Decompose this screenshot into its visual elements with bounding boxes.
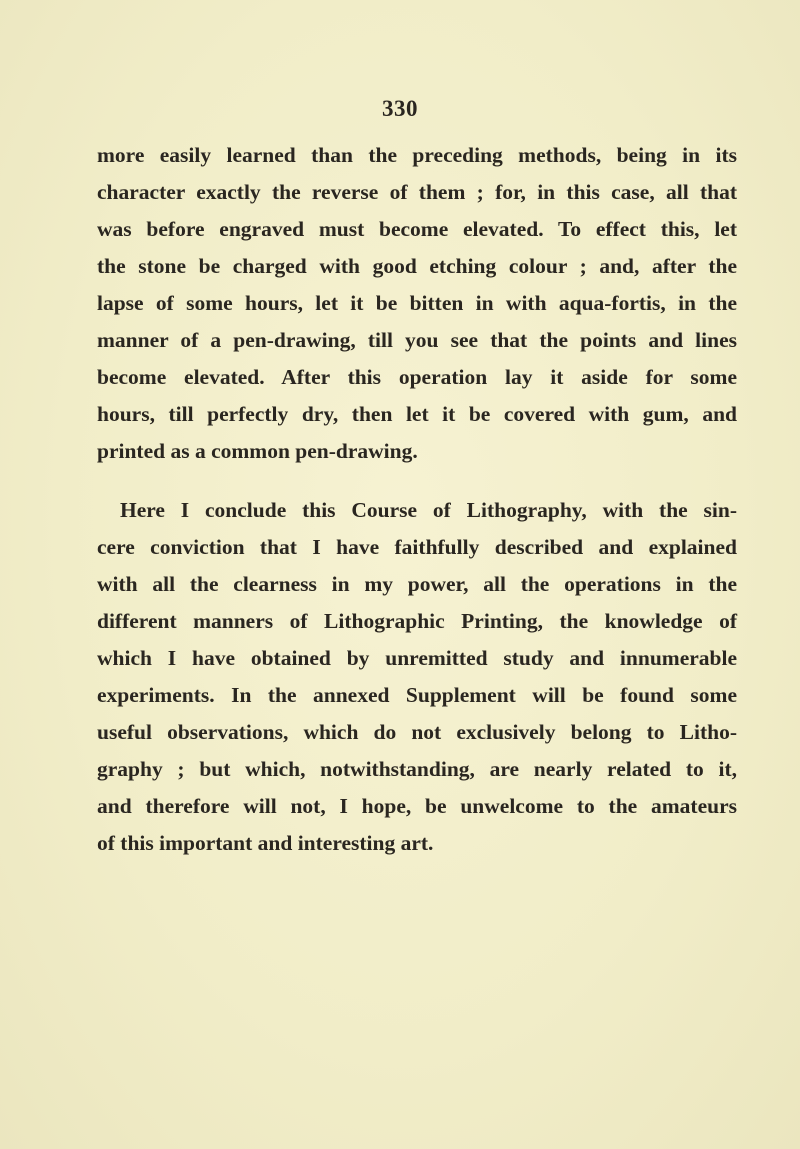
text-line: and therefore will not, I hope, be unwelcome to the amateurs (97, 794, 737, 818)
text-line: graphy ; but which, notwithstanding, are nearly related to it, (97, 757, 737, 781)
text-line: was before engraved must become elevated. To effect this, let (97, 217, 737, 241)
text-line: with all the clearness in my power, all the operations in the (97, 572, 737, 596)
text-line: become elevated. After this operation lay it aside for some (97, 365, 737, 389)
text-line: the stone be charged with good etching colour ; and, after the (97, 254, 737, 278)
text-line: of this important and interesting art. (97, 831, 434, 855)
page-number: 330 (382, 96, 418, 121)
text-line: which I have obtained by unremitted study and innumerable (97, 646, 737, 670)
text-line: hours, till perfectly dry, then let it be covered with gum, and (97, 402, 737, 426)
text-line: Here I conclude this Course of Lithography, with the sin- (120, 498, 737, 522)
text-line: character exactly the reverse of them ; for, in this case, all that (97, 180, 737, 204)
text-line: manner of a pen-drawing, till you see that the points and lines (97, 328, 737, 352)
text-line: experiments. In the annexed Supplement will be found some (97, 683, 737, 707)
text-line: lapse of some hours, let it be bitten in with aqua-fortis, in the (97, 291, 737, 315)
text-line: different manners of Lithographic Printing, the knowledge of (97, 609, 737, 633)
text-line: printed as a common pen-drawing. (97, 439, 418, 463)
text-line: more easily learned than the preceding methods, being in its (97, 143, 737, 167)
text-line: useful observations, which do not exclusively belong to Litho- (97, 720, 737, 744)
text-line: cere conviction that I have faithfully described and explained (97, 535, 737, 559)
